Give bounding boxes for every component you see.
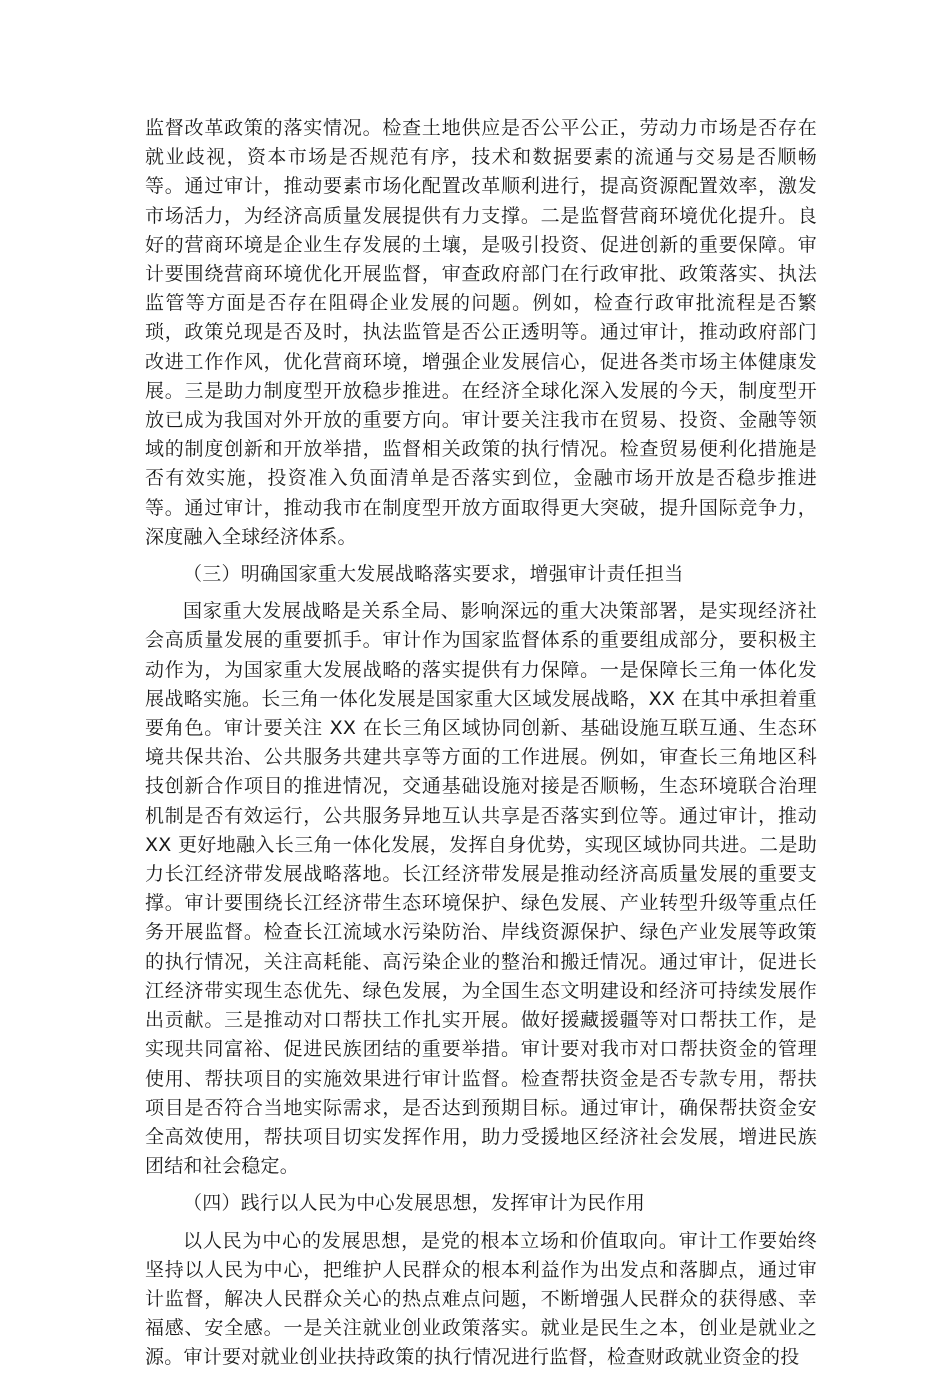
paragraph-market-reform: 监督改革政策的落实情况。检查土地供应是否公平公正，劳动力市场是否存在就业歧视，资本市场是否规范有序，技术和数据要素的流通与交易是否顺畅等。通过审计，推动要素市场化配置改革顺利进行，提高资源配置效率，激发市场活力，为经济高质量发展提供有力支撑。二是监督营商环境优化提升。良好的营商环境是企业生存发展的土壤，是吸引投资、促进创新的重要保障。审计要围绕营商环境优化开展监督，审查政府部门在行政审批、政策落实、执法监管等方面是否存在阻碍企业发展的问题。例如，检查行政审批流程是否繁琐，政策兑现是否及时，执法监管是否公正透明等。通过审计，推动政府部门改进工作作风，优化营商环境，增强企业发展信心，促进各类市场主体健康发展。三是助力制度型开放稳步推进。在经济全球化深入发展的今天，制度型开放已成为我国对外开放的重要方向。审计要关注我市在贸易、投资、金融等领域的制度创新和开放举措，监督相关政策的执行情况。检查贸易便利化措施是否有效实施，投资准入负面清单是否落实到位，金融市场开放是否稳步推进等。通过审计，推动我市在制度型开放方面取得更大突破，提升国际竞争力，深度融入全球经济体系。 bbox=[145, 117, 817, 548]
section-heading-3: （三）明确国家重大发展战略落实要求，增强审计责任担当 bbox=[183, 563, 684, 586]
paragraph-national-strategy: 国家重大发展战略是关系全局、影响深远的重大决策部署，是实现经济社会高质量发展的重要抓手。审计作为国家监督体系的重要组成部分，要积极主动作为，为国家重大发展战略的落实提供有力保障。一是保障长三角一体化发展战略实施。长三角一体化发展是国家重大区域发展战略，XX 在其中承担着重要角色。审计要关注 XX 在长三角区域协同创新、基础设施互联互通、生态环境共保共治、公共服务共建共享等方面的工作进展。例如，审查长三角地区科技创新合作项目的推进情况，交通基础设施对接是否顺畅，生态环境联合治理机制是否有效运行，公共服务异地互认共享是否落实到位等。通过审计，推动 XX 更好地融入长三角一体化发展，发挥自身优势，实现区域协同共进。二是助力长江经济带发展战略落地。长江经济带发展是推动经济高质量发展的重要支撑。审计要围绕长江经济带生态环境保护、绿色发展、产业转型升级等重点任务开展监督。检查长江流域水污染防治、岸线资源保护、绿色产业发展等政策的执行情况，关注高耗能、高污染企业的整治和搬迁情况。通过审计，促进长江经济带实现生态优先、绿色发展，为全国生态文明建设和经济可持续发展作出贡献。三是推动对口帮扶工作扎实开展。做好援藏援疆等对口帮扶工作，是实现共同富裕、促进民族团结的重要举措。审计要对我市对口帮扶资金的管理使用、帮扶项目的实施效果进行审计监督。检查帮扶资金是否专款专用，帮扶项目是否符合当地实际需求，是否达到预期目标。通过审计，确保帮扶资金安全高效使用，帮扶项目切实发挥作用，助力受援地区经济社会发展，增进民族团结和社会稳定。 bbox=[145, 600, 817, 1178]
section-heading-4: （四）践行以人民为中心发展思想，发挥审计为民作用 bbox=[183, 1192, 646, 1215]
paragraph-people-centered: 以人民为中心的发展思想，是党的根本立场和价值取向。审计工作要始终坚持以人民为中心，把维护人民群众的根本利益作为出发点和落脚点，通过审计监督，解决人民群众关心的热点难点问题，不断增强人民群众的获得感、幸福感、安全感。一是关注就业创业政策落实。就业是民生之本，创业是就业之源。审计要对就业创业扶持政策的执行情况进行监督，检查财政就业资金的投 bbox=[145, 1229, 817, 1369]
document-body bbox=[145, 114, 817, 1373]
